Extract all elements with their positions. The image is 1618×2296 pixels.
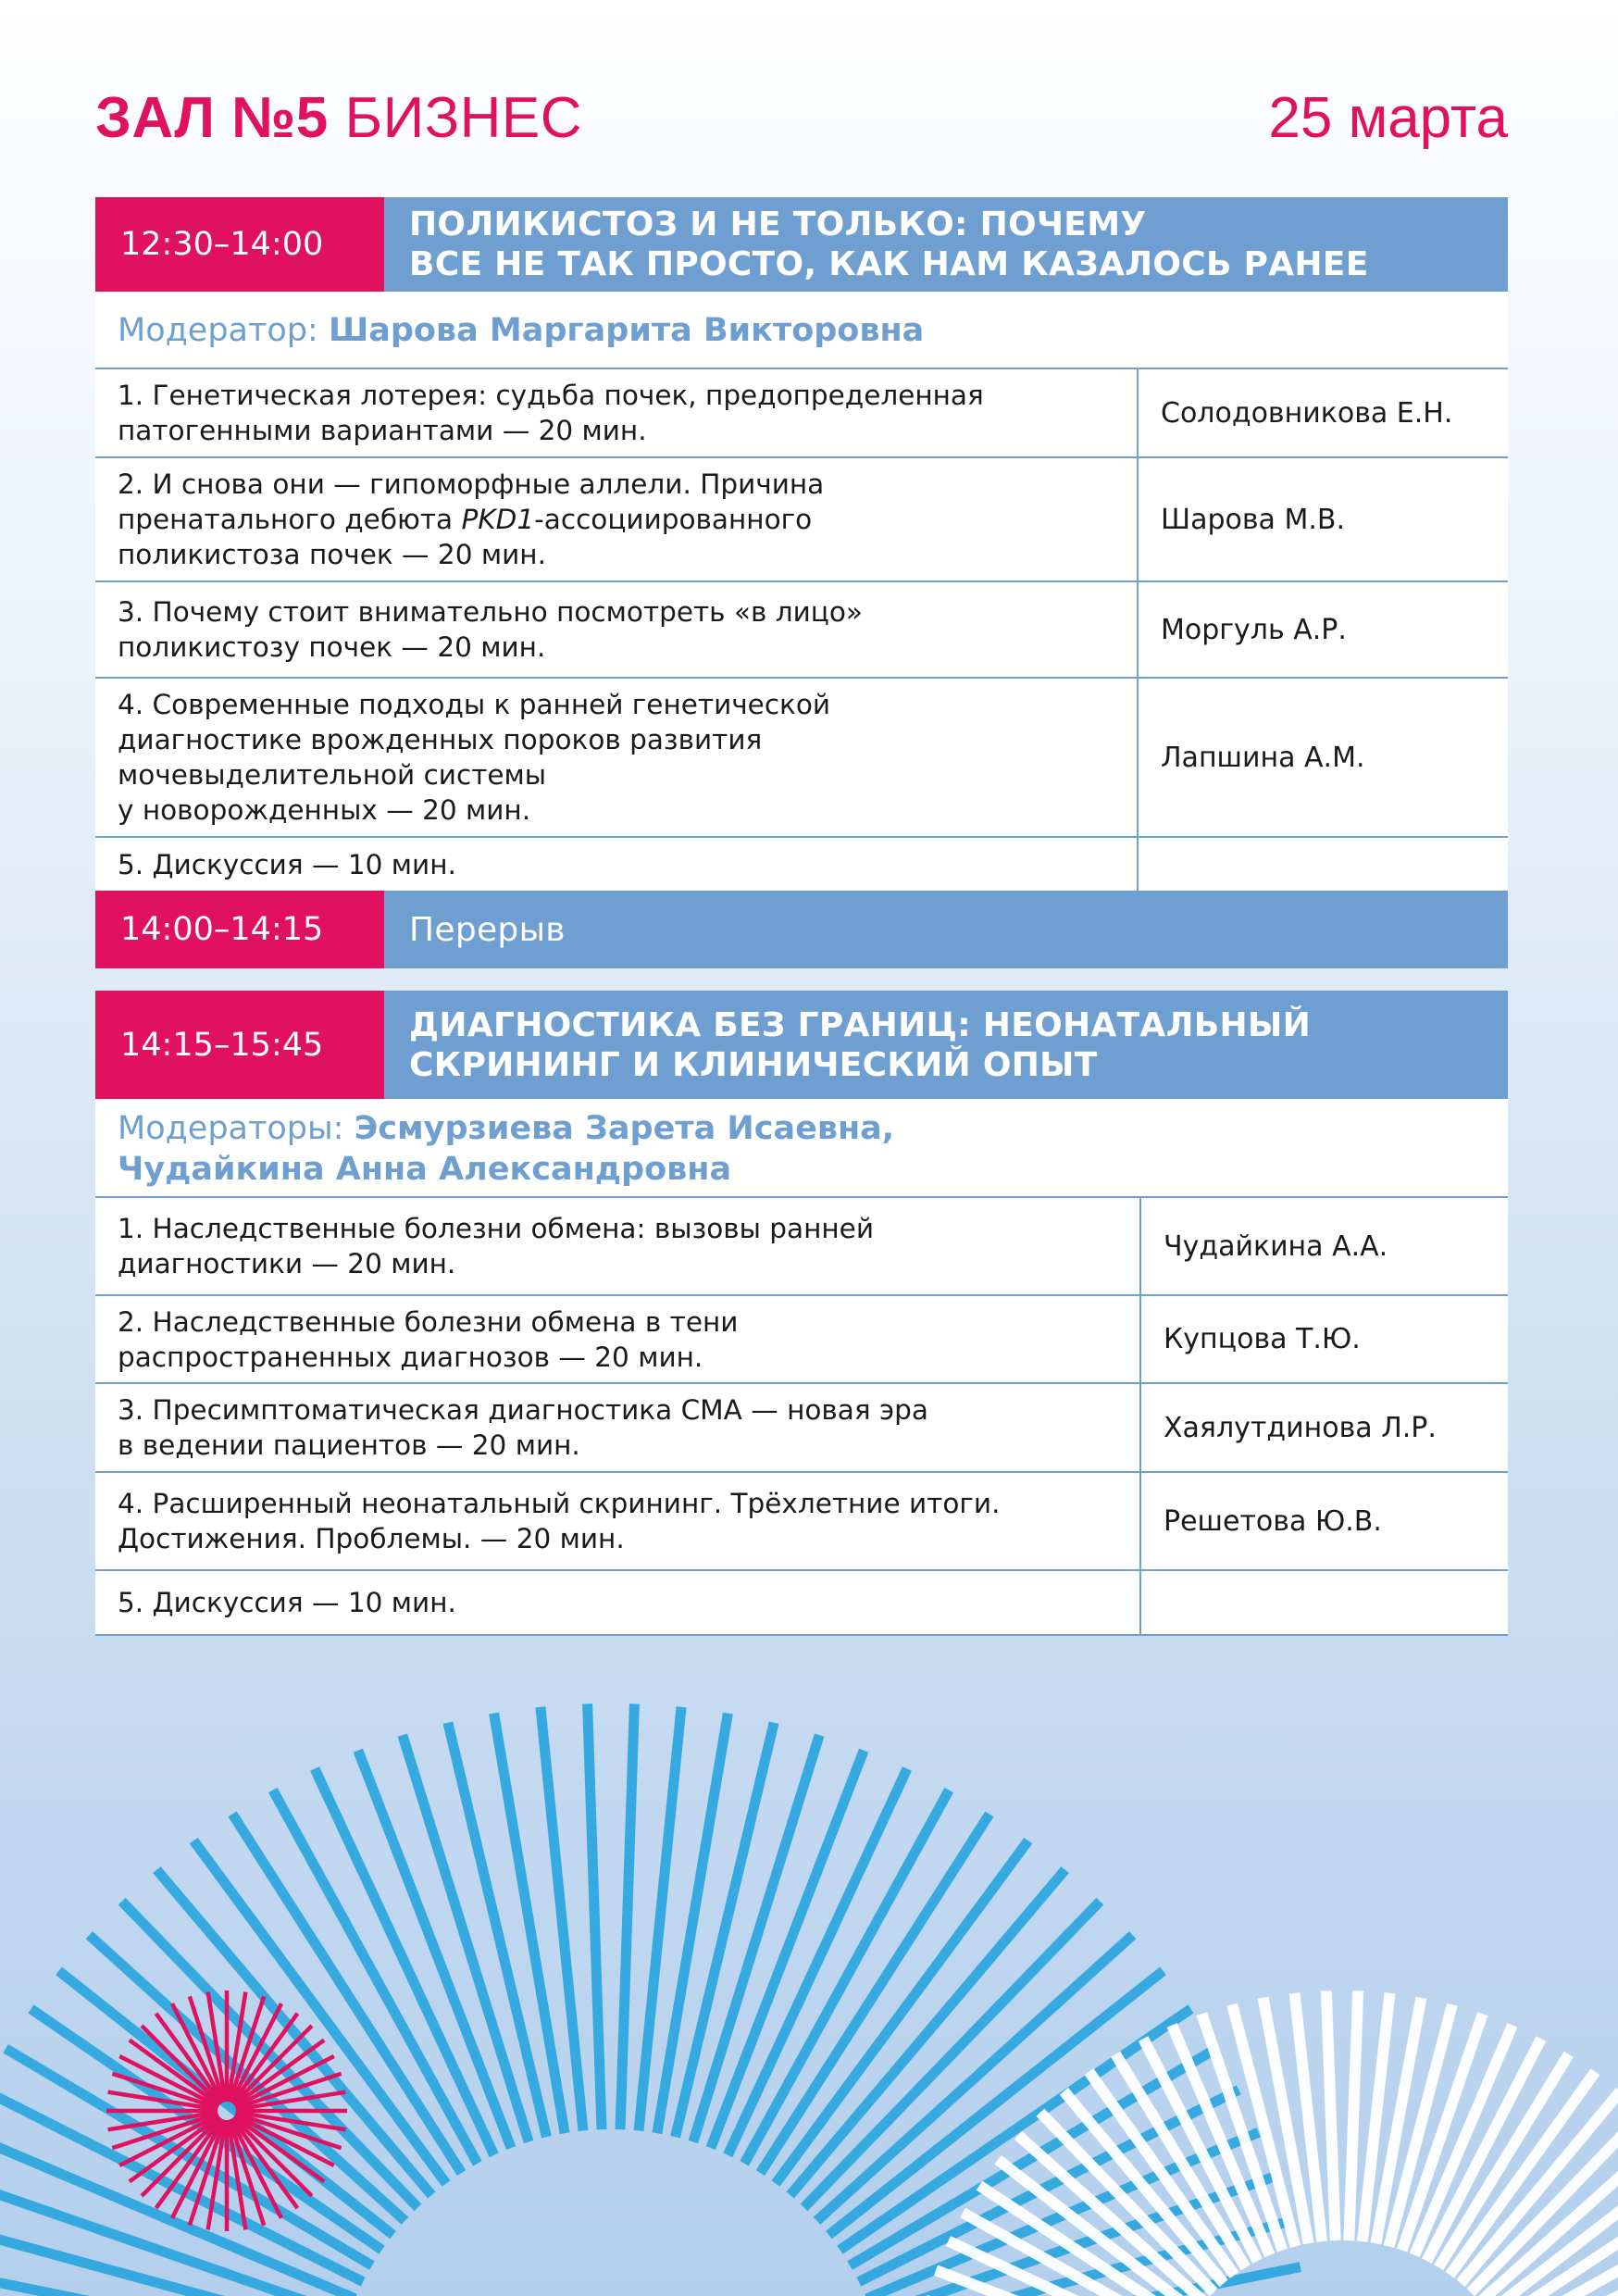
- session-1-moderator: [95, 292, 1508, 369]
- speaker-name: Решетова Ю.В.: [1139, 1473, 1508, 1569]
- speaker-name: Лапшина А.М.: [1137, 679, 1508, 836]
- talk-title: [95, 582, 1137, 677]
- talk-title: 5. Дискуссия — 10 мин.: [118, 849, 456, 880]
- talk-title: [95, 1198, 1139, 1294]
- speaker-name: Хаялутдинова Л.Р.: [1139, 1384, 1508, 1471]
- session-2-title: [384, 991, 1508, 1099]
- talk-title: [95, 458, 1137, 580]
- talk-line: 2. Наследственные болезни обмена в тени: [118, 1305, 739, 1338]
- talk-row: [95, 1296, 1508, 1384]
- talk-line: диагностике врожденных пороков развития: [118, 724, 763, 755]
- burst-ray: [1349, 1990, 1358, 2240]
- talk-line: 1. Наследственные болезни обмена: вызовы ранней: [118, 1213, 874, 1244]
- talk-line: [118, 502, 824, 537]
- talk-line: 3. Почему стоит внимательно посмотреть «в лицо»: [118, 596, 863, 628]
- burst-ray: [728, 1769, 907, 2155]
- speaker-name: Купцова Т.Ю.: [1139, 1296, 1508, 1382]
- page-header: [95, 81, 1508, 156]
- talk-line: распространенных диагнозов — 20 мин.: [118, 1341, 703, 1373]
- moderator-name-1: Эсмурзиева Зарета Исаевна,: [354, 1110, 895, 1147]
- talk-line: 1. Генетическая лотерея: судьба почек, предопределенная: [118, 380, 984, 411]
- talk-row: [95, 1571, 1508, 1636]
- red-burst-graphic: [106, 1990, 347, 2231]
- gene-name: PKD1: [461, 504, 535, 535]
- moderator-label: Модератор:: [118, 312, 318, 349]
- session-1-title: [384, 197, 1508, 292]
- talk-title: [95, 369, 1137, 456]
- speaker-empty: [1137, 838, 1508, 892]
- speaker-name: Солодовникова Е.Н.: [1137, 369, 1508, 456]
- talk-row: [95, 1473, 1508, 1571]
- burst-ray: [1326, 1990, 1336, 2240]
- speaker-name: Чудайкина А.А.: [1139, 1198, 1508, 1294]
- session-2-title-line-2: СКРИНИНГ И КЛИНИЧЕСКИЙ ОПЫТ: [409, 1045, 1098, 1084]
- session-1-time: 12:30–14:00: [95, 197, 384, 292]
- session-1-header: [95, 197, 1508, 292]
- talk-text: -ассоциированного: [534, 504, 813, 535]
- talk-text: пренатального дебюта: [118, 504, 462, 535]
- talk-row: [95, 1198, 1508, 1296]
- talk-line: у новорожденных — 20 мин.: [118, 794, 531, 826]
- hall-number: ЗАЛ №5: [95, 86, 329, 150]
- burst-ray: [315, 1769, 494, 2155]
- talk-title: [95, 1384, 1139, 1471]
- speaker-name: Моргуль А.Р.: [1137, 582, 1508, 677]
- moderator-name: Шарова Маргарита Викторовна: [328, 312, 925, 349]
- moderator-name-2: Чудайкина Анна Александровна: [118, 1151, 732, 1188]
- talk-row: [95, 1384, 1508, 1473]
- burst-ray: [541, 1707, 583, 2131]
- talk-row: [95, 679, 1508, 838]
- talk-line: 2. И снова они — гипоморфные аллели. Причина: [118, 468, 825, 500]
- talk-line: в ведении пациентов — 20 мин.: [118, 1429, 580, 1461]
- moderator-label: Модераторы:: [118, 1110, 344, 1147]
- talk-title: [95, 1473, 1139, 1569]
- break-time: 14:00–14:15: [95, 891, 384, 968]
- session-1-title-line-1: ПОЛИКИСТОЗ И НЕ ТОЛЬКО: ПОЧЕМУ: [409, 206, 1147, 243]
- break-title: Перерыв: [384, 891, 1508, 968]
- talk-title: [95, 1296, 1139, 1382]
- burst-ray: [639, 1707, 681, 2131]
- hall-title: [95, 81, 582, 156]
- session-2-body: [95, 1099, 1508, 1654]
- break-header: [95, 891, 1508, 968]
- talk-row: [95, 369, 1508, 458]
- talk-line: поликистозу почек — 20 мин.: [118, 631, 546, 663]
- talk-line: диагностики — 20 мин.: [118, 1248, 456, 1279]
- hall-name: БИЗНЕС: [344, 86, 583, 150]
- talk-line: Достижения. Проблемы. — 20 мин.: [118, 1523, 625, 1554]
- talk-title: [95, 679, 1137, 836]
- session-1: [95, 197, 1508, 892]
- talk-line: 4. Современные подходы к ранней генетической: [118, 689, 831, 720]
- session-2: [95, 991, 1508, 1099]
- talk-line: патогенными вариантами — 20 мин.: [118, 415, 647, 446]
- speaker-empty: [1139, 1571, 1508, 1634]
- session-2-title-line-1: ДИАГНОСТИКА БЕЗ ГРАНИЦ: НЕОНАТАЛЬНЫЙ: [409, 1005, 1311, 1044]
- talk-row: [95, 458, 1508, 582]
- event-date: 25 марта: [1268, 86, 1508, 150]
- break-block: [95, 891, 1508, 968]
- talk-row: [95, 582, 1508, 679]
- session-2-moderators: [95, 1099, 1508, 1198]
- session-2-time: 14:15–15:45: [95, 991, 384, 1099]
- session-1-title-line-2: ВСЕ НЕ ТАК ПРОСТО, КАК НАМ КАЗАЛОСЬ РАНЕЕ: [409, 245, 1369, 283]
- talk-line: 4. Расширенный неонатальный скрининг. Трёхлетние итоги.: [118, 1488, 1001, 1519]
- speaker-name: Шарова М.В.: [1137, 458, 1508, 580]
- burst-ray: [588, 1703, 602, 2129]
- burst-ray: [620, 1703, 634, 2129]
- session-2-header: [95, 991, 1508, 1099]
- talk-line: мочевыделительной системы: [118, 759, 547, 791]
- talk-line: 3. Пресимптоматическая диагностика СМА — новая эра: [118, 1394, 928, 1426]
- talk-title: 5. Дискуссия — 10 мин.: [118, 1587, 456, 1618]
- talk-line: поликистоза почек — 20 мин.: [118, 539, 546, 570]
- talk-row: [95, 838, 1508, 892]
